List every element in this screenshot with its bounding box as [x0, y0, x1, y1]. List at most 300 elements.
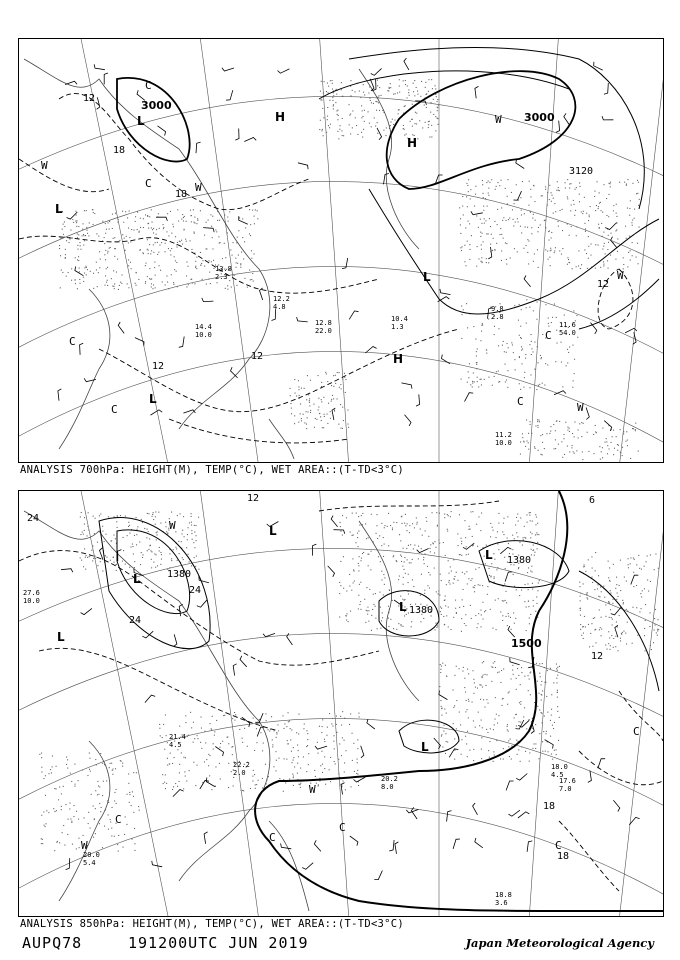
wet-dot [340, 561, 341, 562]
wet-dot [341, 755, 342, 756]
wet-dot [387, 526, 388, 527]
wet-dot [195, 566, 196, 567]
wet-dot [505, 242, 506, 243]
wet-dot [151, 559, 152, 560]
wet-dot [81, 560, 82, 561]
wind-barb [625, 328, 637, 333]
wet-dot [345, 379, 346, 380]
wet-dot [567, 349, 568, 350]
wet-dot [654, 569, 655, 570]
wet-dot [634, 209, 635, 210]
wet-dot [503, 698, 504, 699]
wet-dot [477, 627, 478, 628]
wet-dot [461, 543, 462, 544]
wet-dot [420, 96, 421, 97]
wet-dot [179, 781, 180, 782]
wet-dot [451, 571, 452, 572]
wet-dot [228, 787, 229, 788]
wet-dot [445, 753, 446, 754]
wet-dot [322, 108, 323, 109]
wet-dot [513, 612, 514, 613]
wet-dot [615, 230, 616, 231]
wet-dot [554, 251, 555, 252]
wet-dot [399, 109, 400, 110]
wet-dot [76, 222, 77, 223]
wet-dot [328, 86, 329, 87]
wet-dot [62, 229, 63, 230]
wet-dot [170, 254, 171, 255]
wet-dot [314, 770, 315, 771]
wet-dot [109, 221, 110, 222]
wet-dot [384, 525, 385, 526]
wet-dot [167, 533, 168, 534]
wet-dot [102, 847, 103, 848]
wet-dot [186, 547, 187, 548]
wet-dot [507, 516, 508, 517]
wet-dot [514, 538, 515, 539]
wet-dot [482, 677, 483, 678]
wet-dot [495, 719, 496, 720]
wet-dot [557, 697, 558, 698]
wet-dot [501, 260, 502, 261]
wet-dot [626, 238, 627, 239]
wet-dot [435, 94, 436, 95]
wet-dot [608, 268, 609, 269]
wet-dot [244, 278, 245, 279]
wet-dot [437, 101, 438, 102]
wet-dot [515, 524, 516, 525]
wet-dot [625, 226, 626, 227]
wet-dot [109, 248, 110, 249]
wet-dot [508, 740, 509, 741]
wet-dot [159, 547, 160, 548]
wet-dot [348, 621, 349, 622]
wet-dot [457, 533, 458, 534]
wet-dot [44, 825, 45, 826]
wet-dot [158, 252, 159, 253]
wet-dot [177, 560, 178, 561]
wet-dot [78, 234, 79, 235]
wet-dot [468, 578, 469, 579]
wet-dot [89, 753, 90, 754]
wet-dot [185, 239, 186, 240]
wet-dot [366, 587, 367, 588]
wet-dot [410, 562, 411, 563]
wet-dot [637, 180, 638, 181]
wet-dot [142, 252, 143, 253]
wet-dot [168, 235, 169, 236]
wet-dot [523, 539, 524, 540]
wet-dot [610, 183, 611, 184]
wet-dot [441, 706, 442, 707]
wet-dot [298, 386, 299, 387]
wet-area-dots [39, 511, 659, 852]
wet-dot [542, 454, 543, 455]
wet-dot [576, 266, 577, 267]
wind-barb [365, 347, 376, 354]
wet-dot [399, 86, 400, 87]
wet-dot [506, 264, 507, 265]
wet-dot [549, 433, 550, 434]
wet-dot [188, 284, 189, 285]
cold-marker: C [517, 395, 524, 408]
wet-dot [276, 732, 277, 733]
wet-dot [128, 265, 129, 266]
wet-dot [331, 399, 332, 400]
wet-dot [333, 375, 334, 376]
wet-dot [183, 788, 184, 789]
wet-dot [219, 243, 220, 244]
wet-dot [147, 239, 148, 240]
wet-dot [630, 260, 631, 261]
wet-dot [557, 711, 558, 712]
wet-dot [465, 736, 466, 737]
wet-dot [213, 743, 214, 744]
wet-dot [602, 236, 603, 237]
wet-dot [436, 591, 437, 592]
wet-dot [606, 441, 607, 442]
wet-dot [176, 271, 177, 272]
wet-dot [399, 534, 400, 535]
wet-dot [595, 210, 596, 211]
wet-dot [336, 724, 337, 725]
wet-dot [320, 120, 321, 121]
wet-dot [70, 773, 71, 774]
wet-dot [588, 258, 589, 259]
wet-dot [540, 355, 541, 356]
wet-dot [520, 517, 521, 518]
wind-barb [395, 842, 399, 854]
wet-dot [170, 250, 171, 251]
wet-dot [527, 583, 528, 584]
wet-dot [535, 534, 536, 535]
wet-dot [332, 726, 333, 727]
wet-dot [144, 528, 145, 529]
wet-dot [107, 280, 108, 281]
wet-dot [599, 228, 600, 229]
wet-dot [626, 431, 627, 432]
wet-dot [231, 771, 232, 772]
wet-dot [564, 434, 565, 435]
wet-dot [327, 414, 328, 415]
wet-dot [640, 593, 641, 594]
wet-dot [468, 701, 469, 702]
wet-dot [139, 232, 140, 233]
wet-dot [610, 590, 611, 591]
wet-dot [41, 757, 42, 758]
wet-dot [160, 564, 161, 565]
wet-dot [208, 754, 209, 755]
wet-dot [77, 259, 78, 260]
wet-dot [550, 720, 551, 721]
wind-barb [508, 626, 515, 637]
wind-barb [215, 747, 223, 757]
wet-dot [574, 359, 575, 360]
wet-dot [534, 702, 535, 703]
wet-dot [149, 538, 150, 539]
wet-dot [185, 722, 186, 723]
wet-dot [450, 629, 451, 630]
wet-dot [435, 85, 436, 86]
wet-dot [45, 826, 46, 827]
wet-dot [525, 584, 526, 585]
wet-dot [498, 182, 499, 183]
wet-dot [49, 773, 50, 774]
wet-dot [307, 745, 308, 746]
wet-dot [396, 629, 397, 630]
wet-dot [654, 630, 655, 631]
wet-dot [612, 624, 613, 625]
wet-dot [556, 317, 557, 318]
wet-dot [76, 848, 77, 849]
wet-dot [416, 123, 417, 124]
wet-dot [177, 209, 178, 210]
wet-dot [493, 663, 494, 664]
wet-dot [616, 599, 617, 600]
wet-dot [524, 676, 525, 677]
wet-dot [134, 567, 135, 568]
wet-dot [346, 517, 347, 518]
wet-dot [502, 615, 503, 616]
wet-dot [503, 341, 504, 342]
wet-dot [529, 307, 530, 308]
wet-dot [533, 351, 534, 352]
wet-dot [532, 571, 533, 572]
wet-dot [254, 216, 255, 217]
wet-dot [407, 97, 408, 98]
wet-dot [443, 731, 444, 732]
wet-dot [559, 717, 560, 718]
wet-dot [344, 373, 345, 374]
wet-dot [366, 538, 367, 539]
wet-dot [106, 268, 107, 269]
wet-dot [460, 247, 461, 248]
wet-dot [402, 626, 403, 627]
wet-dot [342, 118, 343, 119]
wet-dot [517, 218, 518, 219]
wet-dot [194, 223, 195, 224]
wet-dot [166, 783, 167, 784]
wet-dot [151, 209, 152, 210]
wet-dot [489, 182, 490, 183]
wet-dot [100, 811, 101, 812]
wind-barb [588, 771, 592, 783]
wet-dot [579, 582, 580, 583]
wet-dot [496, 714, 497, 715]
wet-dot [209, 775, 210, 776]
wet-dot [210, 723, 211, 724]
wet-dot [255, 209, 256, 210]
wet-dot [464, 261, 465, 262]
wet-dot [495, 189, 496, 190]
wet-dot [497, 209, 498, 210]
wet-dot [482, 727, 483, 728]
wet-dot [186, 261, 187, 262]
wet-dot [125, 211, 126, 212]
wet-dot [506, 243, 507, 244]
wet-dot [442, 747, 443, 748]
wet-dot [293, 776, 294, 777]
wet-dot [507, 538, 508, 539]
wet-dot [76, 226, 77, 227]
wet-dot [182, 557, 183, 558]
wet-dot [554, 722, 555, 723]
wet-dot [494, 576, 495, 577]
wet-dot [85, 266, 86, 267]
wet-dot [581, 635, 582, 636]
wet-dot [632, 255, 633, 256]
wet-dot [135, 221, 136, 222]
wet-dot [227, 289, 228, 290]
wet-dot [79, 268, 80, 269]
wet-dot [316, 419, 317, 420]
wet-dot [183, 220, 184, 221]
wet-dot [602, 457, 603, 458]
wet-dot [574, 215, 575, 216]
wet-dot [601, 617, 602, 618]
wet-dot [78, 780, 79, 781]
wet-dot [434, 541, 435, 542]
wet-dot [159, 245, 160, 246]
wet-dot [597, 588, 598, 589]
wet-dot [579, 423, 580, 424]
wet-dot [61, 809, 62, 810]
wet-dot [291, 408, 292, 409]
wet-dot [389, 88, 390, 89]
wet-dot [484, 379, 485, 380]
wet-dot [64, 845, 65, 846]
wet-dot [509, 218, 510, 219]
wet-dot [531, 549, 532, 550]
wet-dot [80, 245, 81, 246]
wet-dot [655, 625, 656, 626]
wet-dot [110, 560, 111, 561]
wet-dot [498, 523, 499, 524]
wet-dot [626, 609, 627, 610]
wet-dot [519, 542, 520, 543]
wet-dot [446, 741, 447, 742]
low-center-marker: L [133, 572, 141, 586]
wet-dot [441, 666, 442, 667]
wind-barb [475, 838, 483, 848]
wet-dot [460, 554, 461, 555]
wet-dot [620, 590, 621, 591]
wet-dot [613, 210, 614, 211]
wet-dot [604, 243, 605, 244]
wet-dot [97, 542, 98, 543]
wet-dot [539, 673, 540, 674]
wet-dot [463, 667, 464, 668]
wet-dot [432, 88, 433, 89]
wet-dot [542, 195, 543, 196]
wet-dot [172, 224, 173, 225]
wet-dot [461, 631, 462, 632]
wet-dot [157, 531, 158, 532]
wet-dot [494, 326, 495, 327]
wet-dot [266, 720, 267, 721]
wet-dot [78, 226, 79, 227]
wet-dot [120, 282, 121, 283]
wet-dot [122, 234, 123, 235]
wet-dot [255, 784, 256, 785]
wet-dot [134, 850, 135, 851]
wet-dot [106, 282, 107, 283]
wet-dot [463, 309, 464, 310]
wet-dot [361, 117, 362, 118]
wet-dot [309, 400, 310, 401]
wet-dot [468, 699, 469, 700]
cold-marker: C [111, 403, 118, 416]
wet-dot [520, 701, 521, 702]
coastline [24, 59, 419, 459]
wet-dot [191, 215, 192, 216]
wind-barb [242, 717, 250, 727]
wet-dot [539, 709, 540, 710]
wet-dot [54, 850, 55, 851]
wet-dot [580, 600, 581, 601]
wet-dot [235, 714, 236, 715]
wet-dot [278, 758, 279, 759]
wet-dot [87, 535, 88, 536]
wet-dot [333, 106, 334, 107]
wet-dot [140, 218, 141, 219]
wet-dot [557, 670, 558, 671]
wet-dot [478, 584, 479, 585]
wet-dot [466, 743, 467, 744]
wet-dot [508, 179, 509, 180]
wet-dot [200, 210, 201, 211]
wet-dot [492, 628, 493, 629]
wet-dot [340, 125, 341, 126]
contour-label: 3000 [141, 99, 172, 112]
wet-dot [542, 741, 543, 742]
contour-label: 6 [589, 495, 596, 506]
wet-dot [615, 646, 616, 647]
wet-dot [300, 784, 301, 785]
wet-dot [404, 557, 405, 558]
wet-dot [494, 559, 495, 560]
wet-dot [186, 221, 187, 222]
wind-barb [65, 81, 77, 84]
wet-dot [95, 833, 96, 834]
wet-dot [182, 533, 183, 534]
wet-dot [345, 789, 346, 790]
wet-dot [197, 220, 198, 221]
wet-dot [581, 264, 582, 265]
wet-dot [553, 424, 554, 425]
wet-dot [458, 545, 459, 546]
wet-dot [462, 599, 463, 600]
wet-dot [481, 758, 482, 759]
wet-dot [308, 764, 309, 765]
wet-dot [548, 326, 549, 327]
wet-dot [379, 95, 380, 96]
wet-dot [519, 304, 520, 305]
wet-dot [400, 624, 401, 625]
wet-dot [461, 541, 462, 542]
wet-dot [110, 819, 111, 820]
wet-dot [304, 724, 305, 725]
wet-dot [459, 607, 460, 608]
wet-dot [128, 259, 129, 260]
wet-dot [545, 249, 546, 250]
wet-dot [320, 416, 321, 417]
wet-dot [514, 623, 515, 624]
wet-dot [117, 222, 118, 223]
wet-dot [627, 266, 628, 267]
wet-dot [627, 179, 628, 180]
wet-dot [87, 775, 88, 776]
